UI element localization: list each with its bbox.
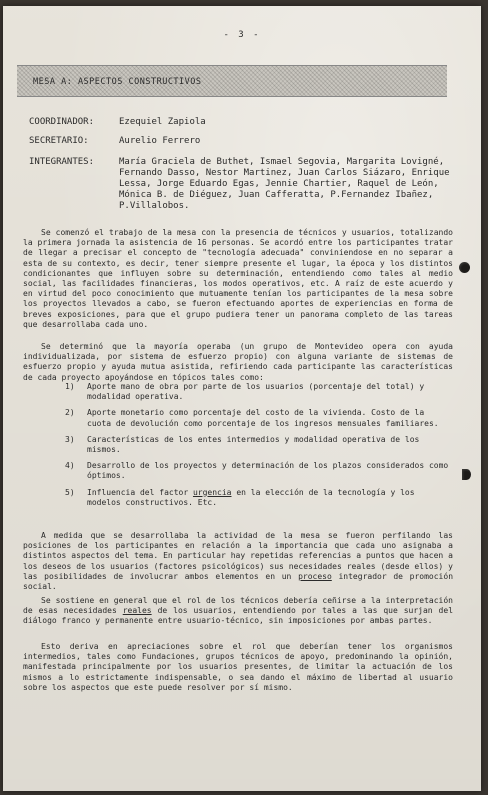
list-item: 2) Aporte monetario como porcentaje del costo de la vivienda. Costo de la cuota de devolución como porcentaje de los ingresos mensuales familiares. — [65, 408, 439, 428]
list-item: 1) Aporte mano de obra por parte de los usuarios (porcentaje del total) y modalidad operativa. — [65, 382, 425, 402]
underlined-word: reales — [122, 606, 152, 616]
punch-hole-icon — [462, 469, 471, 480]
section-header-banner — [17, 65, 447, 97]
document-page — [3, 6, 481, 791]
topics-list — [65, 382, 453, 514]
members-label: INTEGRANTES: — [29, 157, 95, 167]
punch-hole-icon — [459, 262, 470, 273]
coordinator-label: COORDINADOR: — [29, 117, 95, 127]
section-title: MESA A: ASPECTOS CONSTRUCTIVOS — [33, 77, 202, 87]
list-item: 4) Desarrollo de los proyectos y determinación de los plazos considerados como óptimos. — [65, 461, 449, 481]
paragraph-2: Se determinó que la mayoría operaba (un grupo de Montevideo opera con ayuda individualizada, por sistema de esfuerzo propio) con alguna variante de sistemas de esfuerzo propio y ayuda mutua asistida, refiriendo cada participante las características de cada proyecto apoyándose en tópicos tales como: — [23, 342, 453, 382]
page-number: - 3 - — [223, 30, 261, 40]
secretary-label: SECRETARIO: — [29, 136, 89, 146]
underlined-word: urgencia — [192, 487, 232, 497]
list-item: 3) Características de los entes intermedios y modalidad operativa de los mismos. — [65, 434, 420, 455]
paragraph-1: Se comenzó el trabajo de la mesa con la presencia de técnicos y usuarios, totalizando la primera jornada la asistencia de 16 personas. Se acordó entre los participantes tratar de llegar a precisar el concepto de "tecnología adecuada" conviniendose en no separar a esta de su contexto, es decir, tener siempre presente el lugar, la época y los distintos condicionantes que influyen sobre su determinación, entendiendo como tales al medio social, las facilidades financieras, los modos operativos, etc. A raíz de este acuerdo y en virtud del poco conocimiento que mutuamente tenían los participantes de la mesa sobre los proyectos llevados a cabo, se fueron efectuando aportes de experiencias en forma de breves exposiciones, para que el grupo pudiera tener un panorama completo de las tareas que desarrollaba cada uno. — [23, 228, 453, 329]
list-item: 5) Influencia del factor urgencia en la elección de la tecnología y los modelos constructivos. Etc. — [65, 487, 415, 507]
paragraph-3: A medida que se desarrollaba la actividad de la mesa se fueron perfilando las posiciones de los participantes en relación a la importancia que cada uno asignaba a distintos aspectos del tema. En particular hay repetidas referencias a puntos que hacen a los deseos de los usuarios (factores psicológicos) sus necesidades reales (desde ellos) y las posibilidades de involucrar ambos elementos en un proceso integrador de promoción social. — [23, 531, 454, 592]
underlined-word: proceso — [298, 571, 332, 581]
secretary-value: Aurelio Ferrero — [119, 136, 201, 146]
members-value: María Graciela de Buthet, Ismael Segovia, Margarita Lovigné, Fernando Dasso, Nestor Martinez, Juan Carlos Siázaro, Enrique Lessa, Jorge Eduardo Egas, Jennie Chartier, Raquel de León, Mónica B. de Diéguez, Juan Cafferatta, P.Fernandez Ibañez, P.Villalobos. — [119, 157, 450, 211]
paragraph-5: Esto deriva en apreciaciones sobre el rol que deberían tener los organismos intermedios, tales como Fundaciones, grupos técnicos de apoyo, predominando la opinión, manifestada principalmente por los usuarios presentes, de limitar la actuación de los mismos a lo estrictamente indispensable, o sea dando el máximo de libertad al usuario sobre los aspectos que este puede resolver por sí mismo. — [23, 642, 453, 692]
coordinator-value: Ezequiel Zapiola — [119, 117, 206, 127]
paragraph-4: Se sostiene en general que el rol de los técnicos debería ceñirse a la interpretación de esas necesidades reales de los usuarios, entendiendo por tales a las que surjan del diálogo franco y permanente entre usuario-técnico, sin imposiciones por ambas partes. — [23, 596, 454, 626]
